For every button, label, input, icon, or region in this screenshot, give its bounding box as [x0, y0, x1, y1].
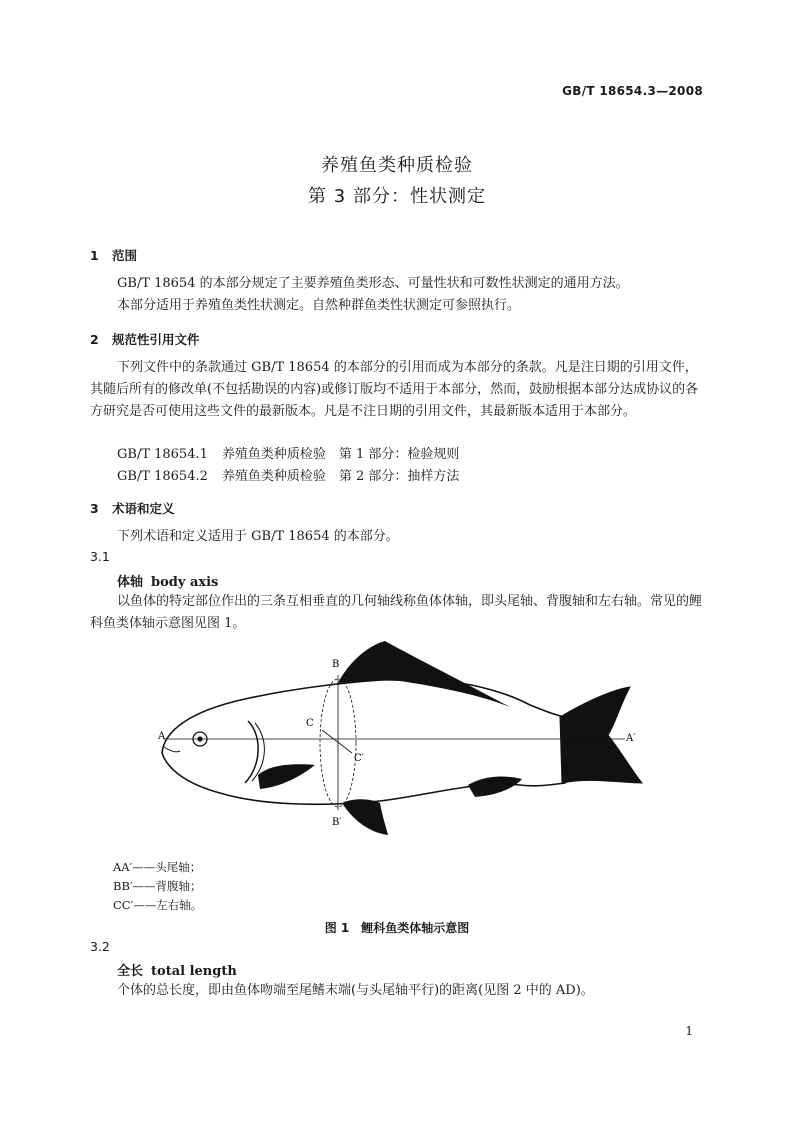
section-2-paragraph: 下列文件中的条款通过 GB/T 18654 的本部分的引用而成为本部分的条款。凡是注日期的引用文件，其随后所有的修改单(不包括勘误的内容)或修订版均不适用于本部分，然而，鼓励根据本部分达成协议的各方研究是否可使用这些文件的最新版本。凡是不注日期的引用文件，其最新版本适用于本部分。 [90, 360, 699, 419]
term-cn: 全长 [117, 964, 144, 979]
dorsal-fin [338, 641, 510, 707]
term-cn: 体轴 [117, 575, 144, 590]
section-1-heading [90, 246, 137, 264]
document-title: 养殖鱼类种质检验 [321, 155, 473, 176]
figure-legend-item: AA′——头尾轴； [113, 860, 202, 874]
term-number: 3.1 [90, 549, 110, 564]
standard-code: GB/T 18654.3—2008 [562, 84, 703, 98]
label-a: A [158, 731, 166, 742]
section-number: 2 [90, 332, 99, 347]
section-2-heading [90, 330, 200, 348]
section-1-paragraph-2: 本部分适用于养殖鱼类性状测定。自然种群鱼类性状测定可参照执行。 [117, 298, 521, 313]
label-c-prime: C′ [354, 753, 364, 764]
section-1-paragraph-1: GB/T 18654 的本部分规定了主要养殖鱼类形态、可量性状和可数性状测定的通用方法。 [117, 276, 629, 291]
term-en: total length [151, 964, 237, 979]
pelvic-fin [342, 799, 388, 835]
operculum-line [245, 721, 258, 783]
term-en: body axis [151, 575, 219, 590]
reference-code: GB/T 18654.1 [117, 447, 208, 462]
section-3-paragraph: 下列术语和定义适用于 GB/T 18654 的本部分。 [117, 529, 399, 544]
pectoral-fin [258, 764, 315, 789]
term-heading [117, 960, 237, 979]
section-title: 规范性引用文件 [112, 332, 200, 347]
reference-item [117, 443, 459, 462]
term-heading [117, 571, 218, 590]
label-b: B [332, 659, 340, 670]
fish-body-axis-figure [150, 635, 650, 845]
label-a-prime: A′ [626, 733, 636, 744]
label-c: C [306, 718, 314, 729]
left-right-axis [322, 730, 352, 753]
reference-name: 养殖鱼类种质检验 第 2 部分：抽样方法 [221, 469, 460, 484]
reference-item [117, 465, 459, 484]
section-3-heading [90, 499, 175, 517]
term-number: 3.2 [90, 939, 110, 954]
document-subtitle: 第 3 部分：性状测定 [308, 186, 486, 207]
figure-caption: 图 1 鲤科鱼类体轴示意图 [324, 921, 470, 935]
fish-mouth [164, 747, 180, 752]
term-definition: 个体的总长度，即由鱼体吻端至尾鳍末端(与头尾轴平行)的距离(见图 2 中的 AD)。 [117, 983, 594, 998]
figure-legend-item: CC′——左右轴。 [113, 898, 203, 912]
figure-legend-item: BB′——背腹轴； [113, 879, 202, 893]
term-definition: 以鱼体的特定部位作出的三条互相垂直的几何轴线称鱼体体轴，即头尾轴、背腹轴和左右轴。常见的鲤科鱼类体轴示意图见图 1。 [90, 594, 703, 631]
page-number: 1 [685, 1024, 693, 1038]
anal-fin [468, 777, 522, 797]
reference-name: 养殖鱼类种质检验 第 1 部分：检验规则 [221, 447, 460, 462]
label-b-prime: B′ [332, 817, 342, 828]
reference-code: GB/T 18654.2 [117, 469, 208, 484]
section-title: 术语和定义 [112, 501, 175, 516]
section-title: 范围 [112, 248, 138, 263]
section-number: 1 [90, 248, 99, 263]
section-number: 3 [90, 501, 99, 516]
